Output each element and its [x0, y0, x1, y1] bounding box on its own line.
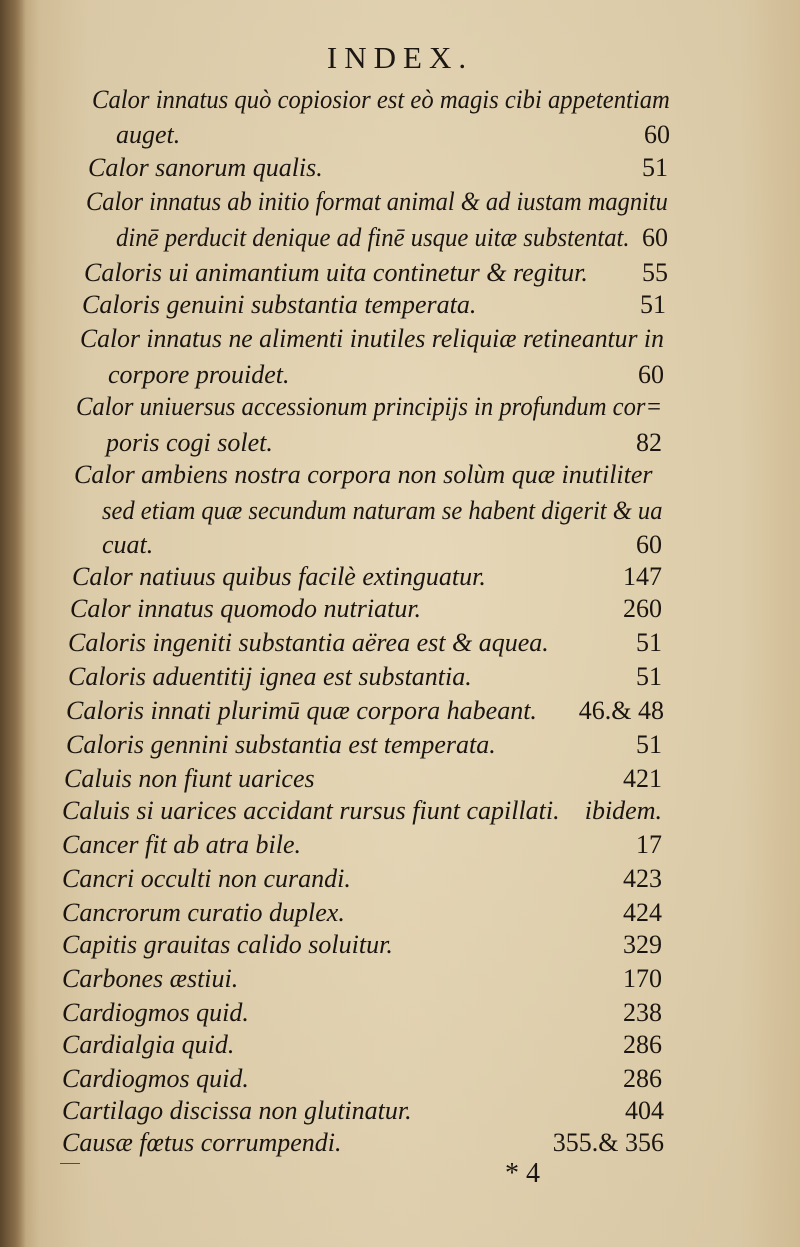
- entry-text: Caluis si uarices accidant rursus fiunt capillati.: [62, 796, 560, 825]
- entry-text: Caloris genuini substantia temperata.: [82, 290, 477, 319]
- book-spine: [0, 0, 26, 1247]
- entry-page: 404: [625, 1096, 664, 1125]
- index-entry: [62, 1128, 664, 1162]
- entry-continuation: poris cogi solet.: [106, 428, 273, 457]
- entry-text: Carbones æstiui.: [62, 964, 239, 993]
- index-entry: [74, 460, 662, 562]
- entry-text: Cancrorum curatio duplex.: [62, 898, 345, 927]
- entry-text: Cancer fit ab atra bile.: [62, 830, 302, 859]
- entry-text: Calor natiuus quibus facilè extinguatur.: [72, 562, 486, 591]
- entry-text: Calor uniuersus accessionum principijs in profundum cor=: [76, 392, 663, 421]
- entry-page: 355.& 356: [552, 1128, 664, 1157]
- index-entry: [68, 662, 662, 696]
- entry-text: Cardiogmos quid.: [62, 1064, 249, 1093]
- entry-text: Caloris ingeniti substantia aërea est & aquea.: [68, 628, 549, 657]
- entry-text: Calor innatus ab initio format animal & ad iustam magnitu: [86, 187, 668, 216]
- index-entry: [62, 964, 662, 998]
- entry-text: Causæ fœtus corrumpendi.: [62, 1128, 342, 1157]
- entry-text: Calor sanorum qualis.: [88, 153, 323, 182]
- entry-text: Calor innatus quò copiosior est eò magis cibi appetentiam: [92, 85, 670, 114]
- entry-page: 421: [623, 764, 662, 793]
- entry-continuation: sed etiam quæ secundum naturam se habent digerit & ua: [102, 496, 663, 525]
- entry-continuation: auget.: [116, 120, 181, 149]
- entry-page: 51: [636, 662, 662, 691]
- entry-continuation: dinē perducit denique ad finē usque uitæ substentat.: [116, 223, 630, 252]
- entry-text: Caloris aduentitij ignea est substantia.: [68, 662, 472, 691]
- entry-page: 238: [623, 998, 662, 1027]
- index-entry: [66, 696, 664, 730]
- entry-text: Caluis non fiunt uarices: [64, 764, 315, 793]
- index-entry: [80, 324, 664, 392]
- entry-page: 60: [638, 360, 664, 389]
- index-entry: [88, 153, 668, 187]
- entry-page: ibidem.: [584, 796, 662, 825]
- entry-page: 424: [623, 898, 662, 927]
- entry-text: Caloris gennini substantia est temperata.: [66, 730, 496, 759]
- index-entry: [62, 998, 662, 1032]
- index-entry: [62, 1096, 664, 1130]
- index-entry: [62, 930, 662, 964]
- entry-page: 51: [636, 628, 662, 657]
- entry-page: 60: [636, 530, 662, 559]
- entry-continuation: cuat.: [102, 530, 154, 559]
- entry-page: 55: [642, 258, 668, 287]
- page-header: INDEX.: [326, 40, 474, 75]
- entry-page: 51: [640, 290, 666, 319]
- entry-text: Calor innatus ne alimenti inutiles reliquiæ retineantur in: [80, 324, 664, 353]
- entry-page: 82: [636, 428, 662, 457]
- entry-text: Cancri occulti non curandi.: [62, 864, 351, 893]
- signature-mark: * 4: [505, 1158, 540, 1189]
- index-entry: [62, 864, 662, 898]
- index-entry: [72, 562, 662, 596]
- entry-page: 51: [642, 153, 668, 182]
- entry-text: Cardiogmos quid.: [62, 998, 249, 1027]
- entry-page: 286: [623, 1030, 662, 1059]
- entry-page: 60: [644, 120, 670, 149]
- entry-continuation: corpore prouidet.: [108, 360, 290, 389]
- entry-text: Calor ambiens nostra corpora non solùm quæ inutiliter: [74, 460, 653, 489]
- index-entry: [62, 830, 662, 864]
- entry-page: 17: [636, 830, 662, 859]
- entry-page: 260: [623, 594, 662, 623]
- index-entry: [92, 85, 670, 151]
- entry-page: 423: [623, 864, 662, 893]
- index-entry: [62, 796, 662, 830]
- index-entry: [64, 764, 662, 798]
- index-entry: [62, 898, 662, 932]
- index-entry: [70, 594, 662, 628]
- index-entry: [62, 1030, 662, 1064]
- index-entry: [62, 1064, 662, 1098]
- entry-text: Calor innatus quomodo nutriatur.: [70, 594, 422, 623]
- index-entry: [82, 290, 666, 324]
- index-entry: [86, 187, 668, 257]
- entry-page: 286: [623, 1064, 662, 1093]
- footer-rule: [60, 1163, 80, 1164]
- entry-page: 170: [623, 964, 662, 993]
- index-entry: [66, 730, 662, 764]
- entry-text: Cartilago discissa non glutinatur.: [62, 1096, 412, 1125]
- entry-text: Cardialgia quid.: [62, 1030, 235, 1059]
- index-entry: [68, 628, 662, 662]
- entry-page: 51: [636, 730, 662, 759]
- index-entry: [76, 392, 662, 460]
- entry-text: Capitis grauitas calido soluitur.: [62, 930, 393, 959]
- entry-page: 60: [642, 223, 668, 252]
- entry-text: Caloris ui animantium uita continetur & regitur.: [84, 258, 588, 287]
- entry-page: 46.& 48: [578, 696, 664, 725]
- entry-text: Caloris innati plurimū quæ corpora habeant.: [66, 696, 537, 725]
- index-entry: [84, 258, 668, 292]
- entry-page: 329: [623, 930, 662, 959]
- entry-page: 147: [623, 562, 662, 591]
